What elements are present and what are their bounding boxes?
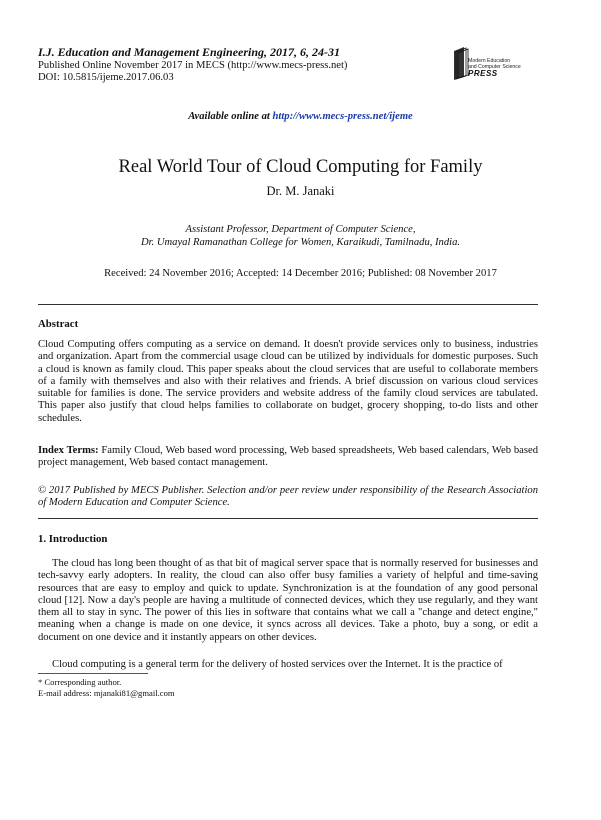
journal-citation: I.J. Education and Management Engineering, 2017, 6, 24-31 <box>38 45 341 59</box>
availability-prefix: Available online at <box>188 111 273 122</box>
copyright-notice: © 2017 Published by MECS Publisher. Selection and/or peer review under responsibility of the Research Association of Modern Education and Computer Science. <box>38 485 538 509</box>
introduction-heading: 1. Introduction <box>38 533 108 545</box>
journal-url-link[interactable]: http://www.mecs-press.net/ijeme <box>272 111 413 122</box>
logo-line-2: and Computer Science <box>468 64 521 70</box>
index-terms-label: Index Terms: <box>38 445 99 456</box>
doi: DOI: 10.5815/ijeme.2017.06.03 <box>38 72 174 83</box>
affiliation-line-2: Dr. Umayal Ramanathan College for Women, Karaikudi, Tamilnadu, India. <box>140 237 461 248</box>
abstract-heading: Abstract <box>38 318 79 330</box>
footnote-corresponding-author: * Corresponding author. <box>38 677 122 687</box>
logo-line-1: Modern Education <box>468 58 511 64</box>
logo-line-3: PRESS <box>468 69 498 78</box>
publication-dates: Received: 24 November 2016; Accepted: 14 December 2016; Published: 08 November 2017 <box>104 268 497 279</box>
introduction-paragraph-1: The cloud has long been thought of as that bit of magical server space that is normally reserved for businesses and tech-savvy early adopters. In reality, the cloud can also offer busy families a variety of helpful and time-saving resources that are easy to employ and quick to update. Synchronization is at the foundation of any good personal cloud [12]. Now a day's people are having a multitude of connected devices, which they use regularly, and they want them all to stay in sync. The power of this lies in software that contains what we call a "change and detect engine," meaning when a change is made on one device, it syncs across all devices. Take a photo, buy a song, or edit a document on one device and it instantly appears on other devices. <box>38 558 538 643</box>
divider <box>38 518 538 519</box>
index-terms <box>38 445 538 470</box>
footnote-divider <box>38 673 148 674</box>
availability-line <box>0 111 601 122</box>
paper-title: Real World Tour of Cloud Computing for Family <box>118 157 483 177</box>
index-terms-text: Family Cloud, Web based word processing, Web based spreadsheets, Web based calendars, Web based project management, Web based contact management. <box>38 445 538 469</box>
publisher-logo <box>452 41 552 87</box>
abstract-text: Cloud Computing offers computing as a service on demand. It doesn't provide services only to business, industries and organization. Apart from the commercial usage cloud can be utilized by individuals for domestic purposes. Such a cloud is known as family cloud. This paper speaks about the cloud services that are useful to collaborate members of a family with themselves and also with their relatives and friends. A brief discussion on various cloud services suitable for families is done. The service providers and website address of the family cloud services are tabulated. This paper also justify that cloud helps families to collaborate on budget, grocery shopping, to-do lists and other schedules. <box>38 339 538 424</box>
introduction-paragraph-2: Cloud computing is a general term for the delivery of hosted services over the Internet. It is the practice of <box>52 659 503 670</box>
affiliation-line-1: Assistant Professor, Department of Computer Science, <box>185 224 416 235</box>
footnote-email: E-mail address: mjanaki81@gmail.com <box>38 688 175 698</box>
author-name: Dr. M. Janaki <box>266 184 335 198</box>
divider <box>38 304 538 305</box>
publication-info: Published Online November 2017 in MECS (http://www.mecs-press.net) <box>38 60 348 71</box>
